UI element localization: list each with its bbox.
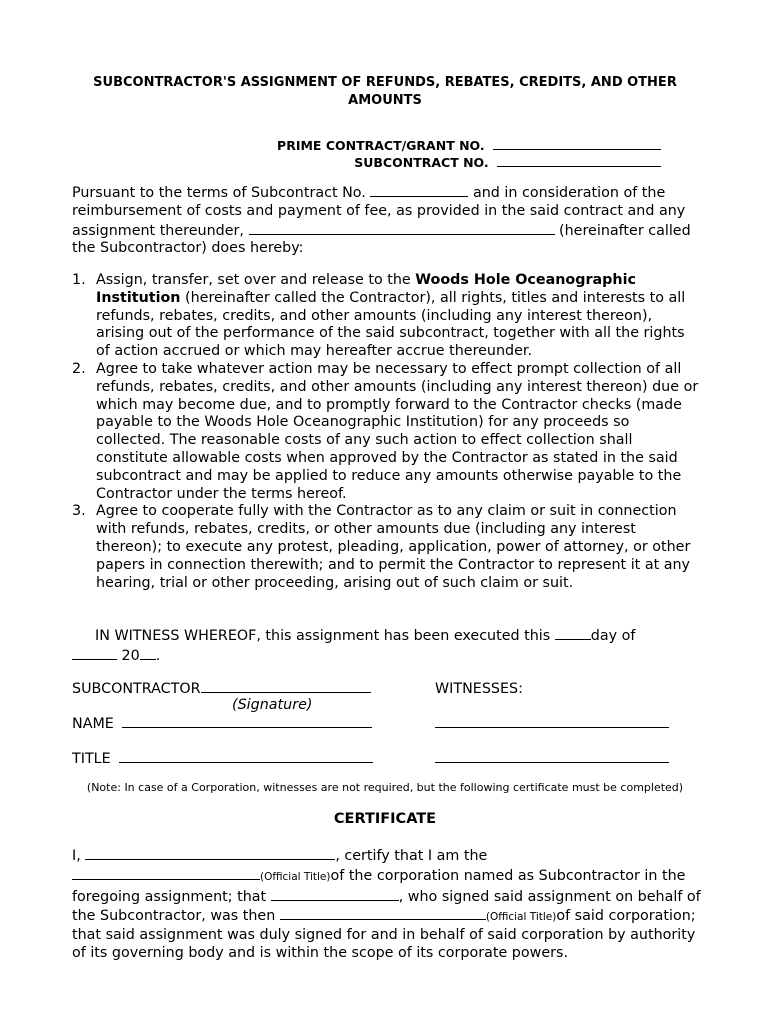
document-title: SUBCONTRACTOR'S ASSIGNMENT OF REFUNDS, REBATES, CREDITS, AND OTHER AMOUNTS	[93, 75, 677, 108]
cert-of-text: of	[556, 908, 571, 925]
corporation-note: (Note: In case of a Corporation, witnesses are not required, but the following certificate must be completed)	[86, 781, 684, 794]
month-field[interactable]	[72, 646, 117, 660]
witness-1-field[interactable]	[435, 715, 669, 728]
certifier-name-field[interactable]	[85, 846, 335, 860]
subcontract-line	[0, 154, 661, 171]
year-field[interactable]	[140, 646, 156, 660]
signer-name-field[interactable]	[271, 887, 399, 901]
official-title-caption-2: (Official Title)	[485, 911, 557, 924]
title-field[interactable]	[119, 750, 373, 763]
prime-contract-label: PRIME CONTRACT/GRANT NO.	[277, 138, 485, 153]
witness-1-row	[435, 715, 669, 733]
item-text: Assign, transfer, set over and release to the	[96, 272, 416, 288]
certificate-heading: CERTIFICATE	[333, 811, 437, 827]
day-field[interactable]	[555, 626, 591, 640]
list-item	[72, 272, 702, 361]
prime-contract-line	[0, 137, 661, 154]
intro-text-3: (hereinafter called the Subcontractor) does hereby:	[72, 222, 691, 257]
name-field[interactable]	[122, 715, 372, 728]
witnesses-label: WITNESSES:	[435, 681, 523, 697]
year-prefix: 20	[121, 647, 140, 664]
title-row	[72, 750, 373, 768]
prime-contract-number-field[interactable]	[493, 137, 661, 150]
witness-text-2: day of	[590, 628, 636, 644]
certificate-paragraph	[72, 846, 702, 963]
intro-text-1: Pursuant to the terms of Subcontract No.	[72, 185, 366, 201]
intro-text-2: and in consideration of the reimbursement of costs and payment of fee, as provided in the said contract and any assignment thereunder,	[72, 185, 686, 239]
item-text: Agree to cooperate fully with the Contractor as to any claim or suit in connection with refunds, rebates, credits, or other amounts due (including any interest thereon); to execute any protest, pleading, application, power of attorney, or other papers in connection therewith; and to permit the Contractor to represent it at any hearing, trial or other proceeding, arising out of such claim or suit.	[96, 503, 691, 591]
item-text: (hereinafter called the Contractor), all rights, titles and interests to all refunds, rebates, credits, and other amounts (including any interest thereon), arising out of the performance of the said subcontract, together with all the rights of action accrued or which may hereafter accrue thereunder.	[96, 289, 686, 360]
item-number: 1.	[72, 272, 86, 288]
signer-title-field[interactable]	[280, 906, 486, 920]
cert-who-signed-text: , who signed said assignment on behalf of the Subcontractor, was then	[72, 888, 701, 925]
cert-i: I,	[72, 848, 81, 864]
witness-paragraph: IN WITNESS WHEREOF, this assignment has been executed this day of 20 .	[72, 626, 702, 666]
item-text: Agree to take whatever action may be necessary to effect prompt collection of all refunds, rebates, credits, and other amounts (including any interest thereon) due or which may become due, and to promptly forward to the Contractor checks (made payable to the Woods Hole Oceanographic Institution) for any proceeds so collected. The reasonable costs of any such action to effect collection shall constitute allowable costs when approved by the Contractor as stated in the said subcontract and may be applied to reduce any amounts otherwise payable to the Contractor under the terms hereof.	[96, 360, 699, 502]
signature-caption: (Signature)	[232, 697, 313, 713]
subcontract-no-field[interactable]	[370, 183, 468, 197]
contract-references	[0, 137, 661, 171]
list-item	[72, 503, 702, 592]
item-number: 2.	[72, 360, 86, 377]
list-item	[72, 361, 702, 503]
witness-2-field[interactable]	[435, 750, 669, 763]
contractor-name: Woods Hole Oceanographic Institution	[96, 272, 636, 306]
official-title-field[interactable]	[72, 866, 260, 880]
subcontract-label: SUBCONTRACT NO.	[354, 155, 489, 170]
cert-rest-text: said corporation; that said assignment was duly signed for and in behalf of said corporation by authority of its governing body and is within the scope of its corporate powers.	[72, 908, 696, 961]
cert-of-corp-text: of the corporation named as Subcontractor in the foregoing assignment; that	[72, 867, 686, 905]
official-title-caption: (Official Title)	[260, 870, 331, 883]
title-label: TITLE	[72, 751, 111, 767]
subcontractor-label: SUBCONTRACTOR	[72, 681, 201, 697]
assignment-field[interactable]	[249, 221, 555, 235]
subcontractor-signature-row	[72, 680, 371, 698]
obligations-list	[72, 272, 702, 592]
name-row	[72, 715, 372, 733]
witness-2-row	[435, 750, 669, 768]
witness-text-1: IN WITNESS WHEREOF, this assignment has been executed this	[95, 628, 551, 644]
name-label: NAME	[72, 716, 114, 732]
subcontract-number-field[interactable]	[497, 154, 661, 167]
item-number: 3.	[72, 503, 86, 520]
subcontractor-signature-field[interactable]	[201, 680, 371, 693]
cert-certify-text: , certify that I am the	[335, 848, 488, 864]
intro-paragraph	[72, 183, 702, 258]
